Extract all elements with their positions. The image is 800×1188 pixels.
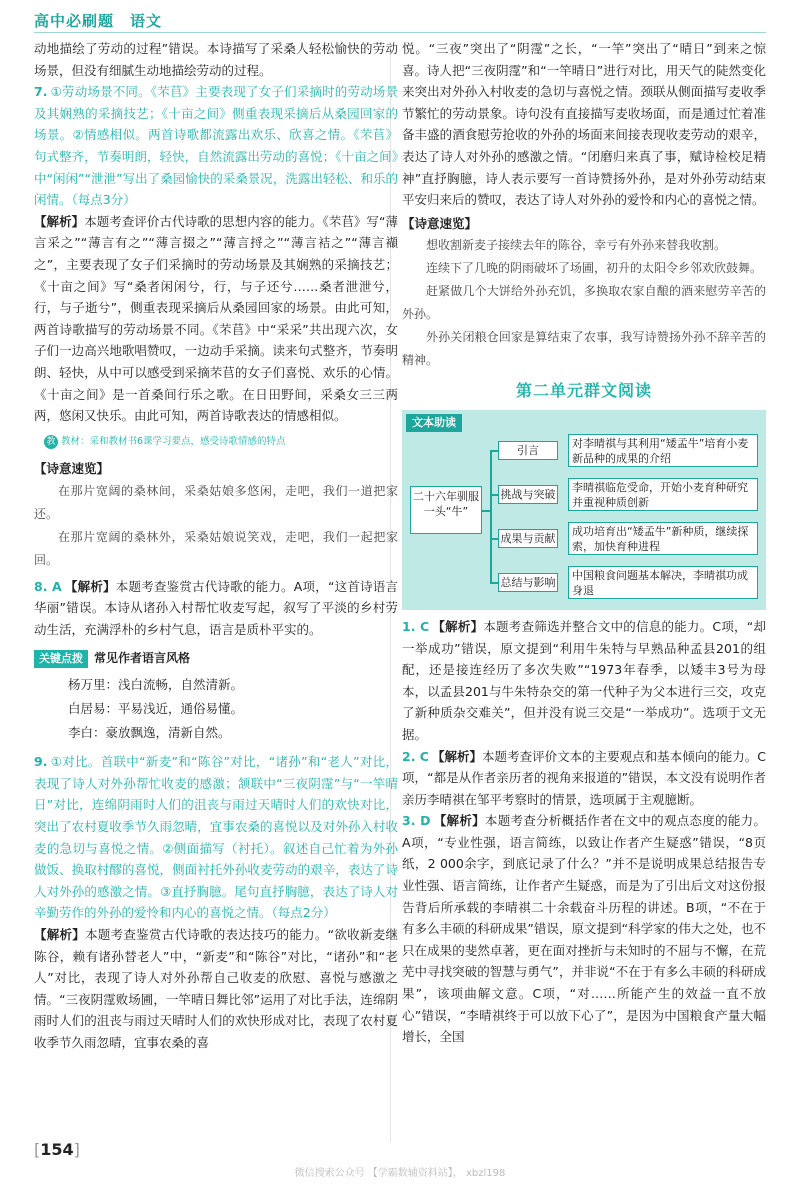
analysis-tag: 【解析】 xyxy=(432,618,484,634)
poem-line: 外孙关闭粮仓回家是算结束了农事，我写诗赞扬外孙不辞辛苦的精神。 xyxy=(402,330,766,368)
poem-line: 在那片宽阔的桑林外，采桑姑娘说笑戏，走吧，我们一起把家回。 xyxy=(34,529,398,567)
book-title: 高中必刷题 语文 xyxy=(34,12,163,30)
textbook-note xyxy=(44,431,398,453)
analysis-tag: 【解析】 xyxy=(431,748,483,764)
header-rule xyxy=(34,32,766,33)
q9-block xyxy=(34,751,398,924)
q9-analysis-continued: 悦。“三夜”突出了“阴霪”之长，“一竿”突出了“晴日”到来之惊喜。诗人把“三夜阴霪”和“一竿晴日”进行对比，用天气的陡然变化来突出对外孙入村收麦的急切与喜悦之情。颈联从侧面描写麦收季节繁忙的劳动景象。诗句没有直接描写麦收场面，而是通过忙着准备丰盛的酒食慰劳抢收的外孙的场面来间接表现收麦劳动的艰辛，表达了诗人对外孙的感激之情。“闭磨归来真了事，赋诗检校足精神”直抒胸臆，诗人表示要写一首诗赞扬外孙，是对外孙劳动结束平安归来后的赞叹，表达了诗人对外孙的爱怜和内心的喜悦之情。 xyxy=(402,41,766,208)
style-item: 白居易：平易浅近，通俗易懂。 xyxy=(68,701,244,717)
diagram-branch-content: 对李晴祺与其利用“矮孟牛”培育小麦新品种的成果的介绍 xyxy=(568,434,758,467)
page-header xyxy=(0,0,800,36)
poem-heading: 【诗意速览】 xyxy=(402,215,478,231)
textbook-badge-icon: 教 xyxy=(44,435,58,449)
key-point-label: 关键点拨 xyxy=(34,650,88,668)
q7-block xyxy=(34,81,398,211)
page-number: [154] xyxy=(34,1140,80,1159)
style-item: 杨万里：浅白流畅，自然清新。 xyxy=(68,677,244,693)
q3-block xyxy=(402,810,766,1048)
diagram-branch-content: 中国粮食问题基本解决，李晴祺功成身退 xyxy=(568,566,758,599)
poem-line: 赶紧做几个大饼给外孙充饥，多换取农家自酿的酒来慰劳辛苦的外孙。 xyxy=(402,284,766,322)
q1-block xyxy=(402,616,766,746)
analysis-tag: 【解析】 xyxy=(64,578,116,594)
q8-block xyxy=(34,576,398,641)
q8-number: 8. A xyxy=(34,578,62,594)
left-column xyxy=(34,38,398,1054)
unit-title: 第二单元群文阅读 xyxy=(515,381,652,401)
diagram-branch-content: 成功培育出“矮孟牛”新种质，继续探索，加快育种进程 xyxy=(568,522,758,555)
poem-line: 在那片宽阔的桑林间，采桑姑娘多悠闲，走吧，我们一道把家还。 xyxy=(34,483,398,521)
q7-answer: ①劳动场景不同。《芣苢》主要表现了女子们采摘时的劳动场景及其娴熟的采摘技艺；《十亩之间》侧重表现采摘后从桑园回家的场景。②情感相似。两首诗歌都流露出欢乐、欣喜之情。《芣苢》句式整齐，节奏明朗，轻快，自然流露出劳动的喜悦；《十亩之间》中“闲闲”“泄泄”写出了桑园愉快的采桑景况，洗露出轻松、和乐的闲情。（每点3分） xyxy=(34,84,398,208)
q3-number: 3. D xyxy=(402,813,431,829)
diagram-branch-content: 李晴祺临危受命，开始小麦育种研究并重视种质创新 xyxy=(568,478,758,511)
q9-analysis-block xyxy=(34,924,398,1054)
q7-number: 7. xyxy=(34,84,48,100)
analysis-tag: 【解析】 xyxy=(34,927,86,942)
poem-line: 想收割新麦子接续去年的陈谷，幸亏有外孙来替我收割。 xyxy=(426,238,727,253)
poem-heading: 【诗意速览】 xyxy=(34,461,110,477)
style-item: 李白：豪放飘逸，清新自然。 xyxy=(68,725,231,741)
diagram-branch-label: 总结与影响 xyxy=(498,573,558,592)
q1-analysis: 本题考查筛选并整合文中的信息的能力。C项，“却一举成功”错误，原文提到“利用牛朱特与早熟品种孟县201的组配，还是接连经历了多次失败”“1973年春季，以矮丰3号为母本，以孟县201与牛朱特杂交的第一代种子为父本进行三交，攻克了新种质杂交难关”，但并没有说三交是“一举成功”。选项于文无据。 xyxy=(402,618,766,742)
diagram-branch-label: 挑战与突破 xyxy=(498,485,558,504)
diagram-spine xyxy=(490,450,492,584)
reading-aid-diagram xyxy=(402,410,766,610)
diagram-center-node: 二十六年驯服一头“牛” xyxy=(410,486,482,534)
q1-number: 1. C xyxy=(402,618,430,634)
q9-analysis: 本题考查鉴赏古代诗歌的表达技巧的能力。“欲收新麦继陈谷，赖有诸孙替老人”中，“新麦”和“陈谷”对比，“诸孙”和“老人”对比，表现了诗人对外孙帮自己收麦的欣慰、喜悦与感激之情。“三夜阴霪败场圃，一竿晴日舞比邻”运用了对比手法，连绵阴雨时人们的沮丧与雨过天晴时人们的欢快形成对比，表现了农村夏收季节久雨忽晴，宜事农桑的喜 xyxy=(34,927,398,1050)
right-column xyxy=(402,38,766,1048)
q8-analysis: 本题考查鉴赏古代诗歌的能力。A项，“这首诗语言华丽”错误。本诗从诸孙入村帮忙收麦写起，叙写了平淡的乡村劳动生活，充满浮朴的乡村气息，语言是质朴平实的。 xyxy=(34,578,398,638)
diagram-branch-label: 引言 xyxy=(498,441,558,460)
q7-analysis-block xyxy=(34,211,398,427)
analysis-tag: 【解析】 xyxy=(433,813,485,829)
textbook-note-text: 教材：采和教材书6课学习要点，感受诗歌情感的特点 xyxy=(61,435,286,447)
intro-paragraph: 动地描绘了劳动的过程”错误。本诗描写了采桑人轻松愉快的劳动场景，但没有细腻生动地描绘劳动的过程。 xyxy=(34,41,398,78)
q2-block xyxy=(402,746,766,811)
q7-analysis: 本题考查评价古代诗歌的思想内容的能力。《芣苢》写“薄言采之”“薄言有之”“薄言掇之”“薄言捋之”“薄言袺之”“薄言襭之”，主要表现了女子们采摘时的劳动场景及其娴熟的采摘技艺；《十亩之间》写“桑者闲闲兮，行，与子还兮……桑者泄泄兮，行，与子逝兮”，侧重表现采摘后从桑园回家的场景。由此可知，两首诗歌描写的劳动场景不同。《芣苢》中“采采”共出现六次，女子们一边高兴地歌唱赞叹，一边动手采摘。读来句式整齐，节奏明朗、轻快，从中可以感受到采摘芣苢的女子们喜悦、欢乐的心情。《十亩之间》是一首桑间行乐之歌。在日田野间，采桑女三三两两，悠闲又快乐。由此可知，两首诗歌表达的情感相似。 xyxy=(34,213,398,424)
q2-analysis: 本题考查评价文本的主要观点和基本倾向的能力。C项，“都是从作者亲历者的视角来报道的”错误，本文没有说明作者亲历李晴祺在邹平考察时的情景，选项属于主观臆断。 xyxy=(402,748,766,807)
watermark-footer: 微信搜索公众号 【学霸数辅资料站】， xbzl198 xyxy=(294,1168,506,1179)
q9-answer: ①对比。首联中“新麦”和“陈谷”对比，“诸孙”和“老人”对比，表现了诗人对外孙帮忙收麦的感激；颔联中“三夜阴霪”与“一竿晴日”对比，连绵阴雨时人们的沮丧与雨过天晴时人们的欢快对比，突出了农村夏收季节久雨忽晴，宜事农桑的喜悦以及对外孙入村收麦的急切与喜悦之情。②侧面描写（衬托）。叙述自己忙着为外孙做饭、换取村醪的喜悦，侧面衬托外孙收麦劳动的艰辛，表达了诗人对外孙的感激之情。③直抒胸臆。尾句直抒胸臆，表达了诗人对辛勤劳作的外孙的爱怜和内心的喜悦之情。（每点2分） xyxy=(34,754,398,921)
q3-analysis: 本题考查分析概括作者在文中的观点态度的能力。A项，“专业性强，语言简练，以致让作者产生疑惑”错误，“8页纸，2 000余字，到底记录了什么？”并不是说明成果总结报告专业性强、语言简练，让作者产生疑惑，而是为了引出后文对这份报告背后所承载的李晴祺二十余载奋斗历程的讲述。B项，“不在于有多么丰硕的科研成果”错误，原文提到“科学家的伟大之处，也不只在成果的斐然卓著，更在面对挫折与未知时的不屈与不懈，在荒芜中寻找突破的智慧与勇气”，并非说“不在于有多么丰硕的科研成果”，该项曲解文意。C项，“对……所能产生的效益一直不放心”错误，“李晴祺终于可以放下心了”，是因为中国粮食产量大幅增长，全国 xyxy=(402,813,766,1045)
reading-aid-tag: 文本助读 xyxy=(406,414,462,432)
key-point-box xyxy=(34,647,398,670)
q2-number: 2. C xyxy=(402,748,429,764)
page-number-value: 154 xyxy=(40,1140,74,1159)
analysis-tag: 【解析】 xyxy=(34,213,85,229)
poem-line: 连续下了几晚的阴雨破坏了场圃，初升的太阳令乡邻欢欣鼓舞。 xyxy=(426,261,763,276)
diagram-branch-label: 成果与贡献 xyxy=(498,529,558,548)
key-point-title: 常见作者语言风格 xyxy=(94,650,191,665)
q9-number: 9. xyxy=(34,754,48,770)
